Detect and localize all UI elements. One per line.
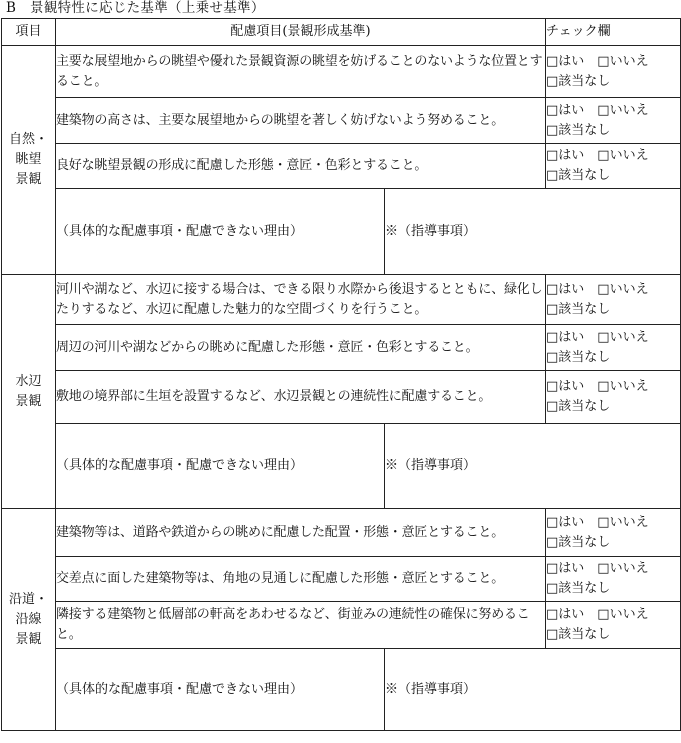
criteria-text: 敷地の境界部に生垣を設置するなど、水辺景観との連続性に配慮すること。 — [56, 371, 546, 424]
check-cell[interactable] — [546, 275, 681, 325]
yes-no-checkboxes[interactable]: □はい □いいえ — [546, 102, 649, 118]
category-label: 水辺 — [15, 373, 42, 389]
yes-no-checkboxes[interactable]: □はい □いいえ — [546, 561, 649, 576]
category-cell — [2, 509, 56, 731]
criteria-text: 交差点に面した建築物等は、角地の見通しに配慮した形態・意匠とすること。 — [56, 557, 546, 602]
criteria-text: 隣接する建築物と低層部の軒高をあわせるなど、街並みの連続性の確保に努めること。 — [56, 602, 546, 649]
check-cell[interactable] — [546, 509, 681, 557]
criteria-text: 建築物の高さは、主要な展望地からの眺望を著しく妨げないよう努めること。 — [56, 98, 546, 144]
notes-row — [2, 649, 681, 731]
criteria-table — [1, 18, 681, 731]
criteria-text: 周辺の河川や湖などからの眺めに配慮した形態・意匠・色彩とすること。 — [56, 325, 546, 371]
specific-considerations-field[interactable]: （具体的な配慮事項・配慮できない理由） — [56, 649, 385, 731]
table-row — [2, 371, 681, 424]
yes-no-checkboxes[interactable]: □はい □いいえ — [546, 53, 649, 69]
check-cell[interactable] — [546, 557, 681, 602]
guidance-field[interactable]: ※（指導事項） — [385, 649, 681, 731]
specific-considerations-field[interactable]: （具体的な配慮事項・配慮できない理由） — [56, 424, 385, 509]
check-cell[interactable] — [546, 602, 681, 649]
category-label: 沿道・ — [8, 591, 48, 607]
criteria-text: 主要な展望地からの眺望や優れた景観資源の眺望を妨げることのないような位置とすること。 — [56, 46, 546, 98]
header-category: 項目 — [2, 19, 56, 46]
criteria-text: 建築物等は、道路や鉄道からの眺めに配慮した配置・形態・意匠とすること。 — [56, 509, 546, 557]
category-cell — [2, 46, 56, 275]
not-applicable-checkbox[interactable]: □該当なし — [546, 73, 611, 89]
table-row — [2, 275, 681, 325]
section-title: B 景観特性に応じた基準（上乗せ基準） — [6, 0, 265, 16]
not-applicable-checkbox[interactable]: □該当なし — [546, 534, 611, 550]
notes-row — [2, 424, 681, 509]
category-cell — [2, 275, 56, 509]
yes-no-checkboxes[interactable]: □はい □いいえ — [546, 379, 649, 394]
yes-no-checkboxes[interactable]: □はい □いいえ — [546, 148, 649, 163]
yes-no-checkboxes[interactable]: □はい □いいえ — [546, 514, 649, 530]
not-applicable-checkbox[interactable]: □該当なし — [546, 399, 611, 414]
not-applicable-checkbox[interactable]: □該当なし — [546, 349, 611, 365]
not-applicable-checkbox[interactable]: □該当なし — [546, 581, 611, 596]
table-row — [2, 509, 681, 557]
table-row — [2, 144, 681, 189]
table-row — [2, 46, 681, 98]
table-row — [2, 602, 681, 649]
yes-no-checkboxes[interactable]: □はい □いいえ — [546, 607, 649, 622]
not-applicable-checkbox[interactable]: □該当なし — [546, 301, 611, 317]
criteria-text: 良好な眺望景観の形成に配慮した形態・意匠・色彩とすること。 — [56, 144, 546, 189]
header-criteria: 配慮項目(景観形成基準) — [56, 19, 546, 46]
yes-no-checkboxes[interactable]: □はい □いいえ — [546, 329, 649, 345]
notes-row — [2, 189, 681, 275]
header-row — [2, 19, 681, 46]
check-cell[interactable] — [546, 98, 681, 144]
check-cell[interactable] — [546, 325, 681, 371]
not-applicable-checkbox[interactable]: □該当なし — [546, 627, 611, 642]
check-cell[interactable] — [546, 46, 681, 98]
table-row — [2, 98, 681, 144]
category-label: 景観 — [15, 631, 42, 647]
category-label: 自然・ — [8, 132, 48, 147]
not-applicable-checkbox[interactable]: □該当なし — [546, 122, 611, 138]
category-label: 景観 — [15, 393, 42, 409]
criteria-text: 河川や湖など、水辺に接する場合は、できる限り水際から後退するとともに、緑化したりするなど、水辺に配慮した魅力的な空間づくりを行うこと。 — [56, 275, 546, 325]
category-label: 眺望 — [15, 152, 42, 167]
table-row — [2, 557, 681, 602]
guidance-field[interactable]: ※（指導事項） — [385, 424, 681, 509]
category-label: 沿線 — [15, 611, 42, 627]
check-cell[interactable] — [546, 144, 681, 189]
category-label: 景観 — [15, 172, 42, 187]
yes-no-checkboxes[interactable]: □はい □いいえ — [546, 281, 649, 297]
table-row — [2, 325, 681, 371]
check-cell[interactable] — [546, 371, 681, 424]
guidance-field[interactable]: ※（指導事項） — [385, 189, 681, 275]
specific-considerations-field[interactable]: （具体的な配慮事項・配慮できない理由） — [56, 189, 385, 275]
not-applicable-checkbox[interactable]: □該当なし — [546, 168, 611, 183]
header-check: チェック欄 — [546, 19, 681, 46]
